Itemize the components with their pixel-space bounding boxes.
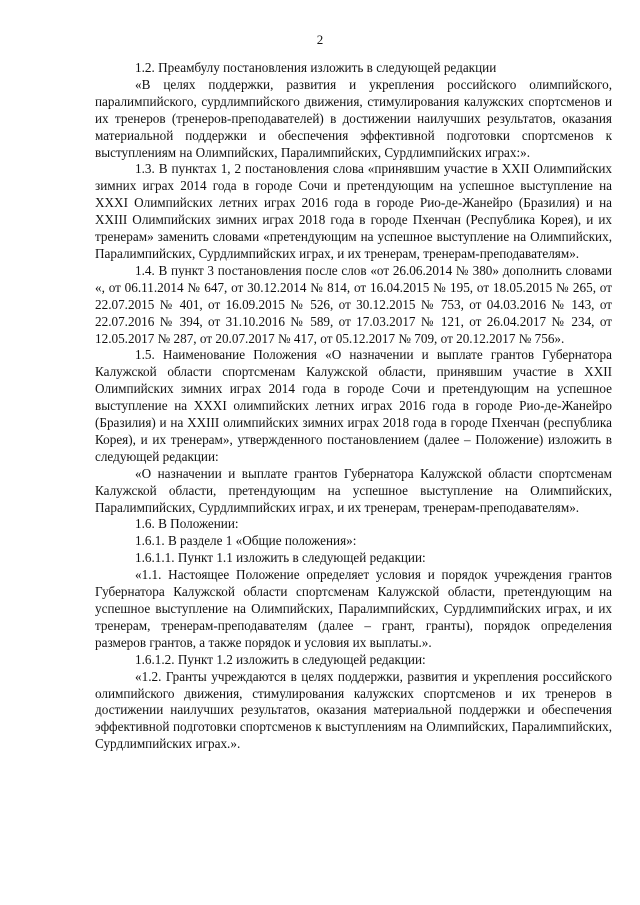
paragraph-clause-1-2-text: «1.2. Гранты учреждаются в целях поддержки, развития и укрепления российского олимпийского движения, стимулирования калужских спортсменов и их тренеров в достижении наилучших результатов, оказания материальной поддержки и обеспечения эффективной подготовки спортсменов к выступлениям на Олимпийских, Паралимпийских, Сурдлимпийских играх.». [95,668,612,752]
paragraph-1-2: 1.2. Преамбулу постановления изложить в следующей редакции [135,60,497,75]
paragraph-1-6: 1.6. В Положении: [135,516,239,532]
paragraph-1-4: 1.4. В пункт 3 постановления после слов «от 26.06.2014 № 380» дополнить словами «, от 06.11.2014 № 647, от 30.12.2014 № 814, от 16.04.2015 № 195, от 18.05.2015 № 265, от 22.07.2015 № 401, от 16.09.2015 № 526, от 30.12.2015 № 753, от 04.03.2016 № 143, от 22.07.2016 № 394, от 31.10.2016 № 589, от 17.03.2017 № 121, от 26.04.2017 № 234, от 12.05.2017 № 287, от 20.07.2017 № 417, от 05.12.2017 № 709, от 20.12.2017 № 756». [95,262,612,346]
paragraph-preamble-text: «В целях поддержки, развития и укрепления российского олимпийского, паралимпийского, сурдлимпийского движения, стимулирования калужских спортсменов и их тренеров (тренеров-преподавателей) в достижении наилучших результатов, оказания материальной поддержки и обеспечения эффективной подготовки спортсменов к выступлениям на Олимпийских, Паралимпийских, Сурдлимпийских играх:». [95,76,612,160]
document-body [95,60,612,753]
paragraph-1-6-1-2: 1.6.1.2. Пункт 1.2 изложить в следующей редакции: [135,651,426,667]
page-number: 2 [316,32,324,47]
paragraph-1-6-1-1: 1.6.1.1. Пункт 1.1 изложить в следующей редакции: [135,550,426,566]
paragraph-title-text: «О назначении и выплате грантов Губернатора Калужской области спортсменам Калужской области, претендующим на успешное выступление на Олимпийских, Паралимпийских, Сурдлимпийских играх, и их тренерам, тренерам-преподавателям». [95,465,612,515]
paragraph-clause-1-1-text: «1.1. Настоящее Положение определяет условия и порядок учреждения грантов Губернатора Калужской области спортсменам Калужской области, претендующим на успешное выступление на Олимпийских, Паралимпийских, Сурдлимпийских играх, и их тренерам, тренерам-преподавателям (далее – грант, гранты), порядок определения размеров грантов, а также порядок и условия их выплаты.». [95,567,612,650]
paragraph-1-3: 1.3. В пунктах 1, 2 постановления слова «принявшим участие в XXII Олимпийских зимних играх 2014 года в городе Сочи и претендующим на успешное выступление на XXXI Олимпийских летних играх 2016 года в городе Рио-де-Жанейро (Бразилия) и на XXIII Олимпийских зимних играх 2018 года в городе Пхенчан (Республика Корея), и их тренерам» заменить словами «претендующим на успешное выступление на Олимпийских, Паралимпийских, Сурдлимпийских играх, и их тренерам, тренерам-преподавателям». [95,161,612,261]
paragraph-1-6-1: 1.6.1. В разделе 1 «Общие положения»: [135,533,357,549]
paragraph-1-5: 1.5. Наименование Положения «О назначении и выплате грантов Губернатора Калужской области спортсменам Калужской области, принявшим участие в XXII Олимпийских зимних играх 2014 года в городе Сочи и претендующим на успешное выступление на XXXI олимпийских летних играх 2016 года в городе Рио-де-Жанейро (Бразилия) и на XXIII олимпийских зимних играх 2018 года в городе Пхенчан (республика Корея), и их тренерам», утвержденного постановлением (далее – Положение) изложить в следующей редакции: [95,347,612,464]
